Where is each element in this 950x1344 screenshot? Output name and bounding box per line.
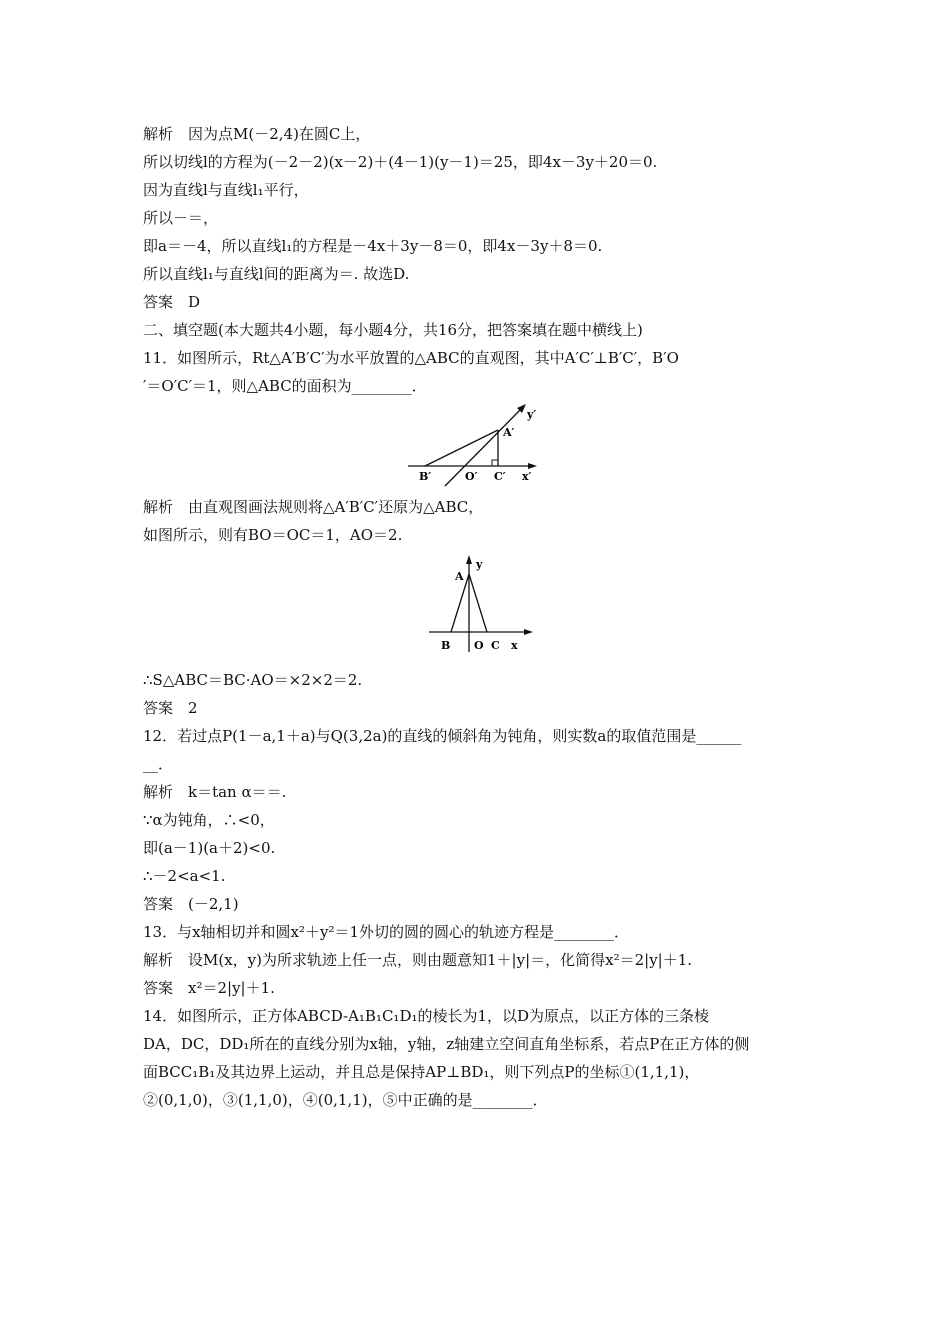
text-line: 解析 由直观图画法规则将△A′B′C′还原为△ABC， <box>143 498 484 516</box>
question-12-line: __． <box>143 755 174 773</box>
text-line: 如图所示，则有BO＝OC＝1，AO＝2. <box>143 526 403 544</box>
question-14-line: 面BCC₁B₁及其边界上运动，并且总是保持AP⊥BD₁，则下列点P的坐标①(1,1,1)， <box>143 1063 700 1081</box>
label-o: O <box>474 639 484 652</box>
label-x: x <box>511 639 518 652</box>
label-o-prime: O′ <box>465 470 478 483</box>
label-c: C <box>491 639 500 652</box>
answer-line: 答案 x²＝2|y|＋1. <box>143 979 275 997</box>
question-14-line: DA，DC，DD₁所在的直线分别为x轴，y轴，z轴建立空间直角坐标系，若点P在正方体的侧 <box>143 1035 750 1053</box>
label-y: y <box>476 558 483 571</box>
text-line: ∴－2<a<1. <box>143 867 226 885</box>
text-line: 所以切线l的方程为(－2－2)(x－2)＋(4－1)(y－1)＝25，即4x－3y＋20＝0. <box>143 153 658 171</box>
question-14-line: 14．如图所示，正方体ABCD-A₁B₁C₁D₁的棱长为1，以D为原点，以正方体的三条棱 <box>143 1007 710 1025</box>
question-14-line: ②(0,1,0)，③(1,1,0)，④(0,1,1)，⑤中正确的是________． <box>143 1091 548 1109</box>
text-line: 解析 k＝tan α＝＝. <box>143 783 287 801</box>
text-line: 即a＝－4，所以直线l₁的方程是－4x＋3y－8＝0，即4x－3y＋8＝0. <box>143 237 603 255</box>
text-line: ∵α为钝角，∴<0， <box>143 811 275 829</box>
x-axis-arrowhead <box>528 463 537 469</box>
question-13-line: 13．与x轴相切并和圆x²＋y²＝1外切的圆的圆心的轨迹方程是________． <box>143 923 630 941</box>
y-axis-arrowhead <box>466 555 472 564</box>
label-a-prime: A′ <box>503 426 515 439</box>
label-a: A <box>455 570 464 583</box>
answer-line: 答案 2 <box>143 699 198 717</box>
oblique-diagram-figure <box>405 400 545 492</box>
text-line: 所以直线l₁与直线l间的距离为＝. 故选D. <box>143 265 410 283</box>
right-angle-mark <box>492 460 498 466</box>
x-axis-arrowhead <box>524 629 533 635</box>
text-line: 即(a－1)(a＋2)<0. <box>143 839 276 857</box>
restored-triangle-figure <box>425 552 540 656</box>
text-line: ∴S△ABC＝BC·AO＝×2×2＝2. <box>143 671 363 689</box>
question-12-line: 12．若过点P(1－a,1＋a)与Q(3,2a)的直线的倾斜角为钝角，则实数a的取值范围是______ <box>143 727 742 745</box>
question-11-line: ′＝O′C′＝1，则△ABC的面积为________． <box>143 377 427 395</box>
text-line: 因为直线l与直线l₁平行， <box>143 181 309 199</box>
section-heading: 二、填空题(本大题共4小题，每小题4分，共16分，把答案填在题中横线上) <box>143 321 643 339</box>
answer-line: 答案 (－2,1) <box>143 895 239 913</box>
segment-b-a <box>425 430 498 466</box>
label-x-prime: x′ <box>522 470 532 483</box>
y-prime-axis <box>445 409 521 486</box>
label-y-prime: y′ <box>527 408 537 421</box>
segment-a-c <box>469 574 487 632</box>
label-b-prime: B′ <box>419 470 432 483</box>
text-line: 解析 设M(x，y)为所求轨迹上任一点，则由题意知1＋|y|＝，化简得x²＝2|y|＋1. <box>143 951 693 969</box>
label-b: B <box>441 639 451 652</box>
answer-line: 答案 D <box>143 293 201 311</box>
text-line: 所以－＝， <box>143 209 219 227</box>
label-c-prime: C′ <box>494 470 506 483</box>
question-11-line: 11．如图所示，Rt△A′B′C′为水平放置的△ABC的直观图，其中A′C′⊥B′C′，B′O <box>143 349 679 367</box>
text-line: 解析 因为点M(－2,4)在圆C上， <box>143 125 371 143</box>
